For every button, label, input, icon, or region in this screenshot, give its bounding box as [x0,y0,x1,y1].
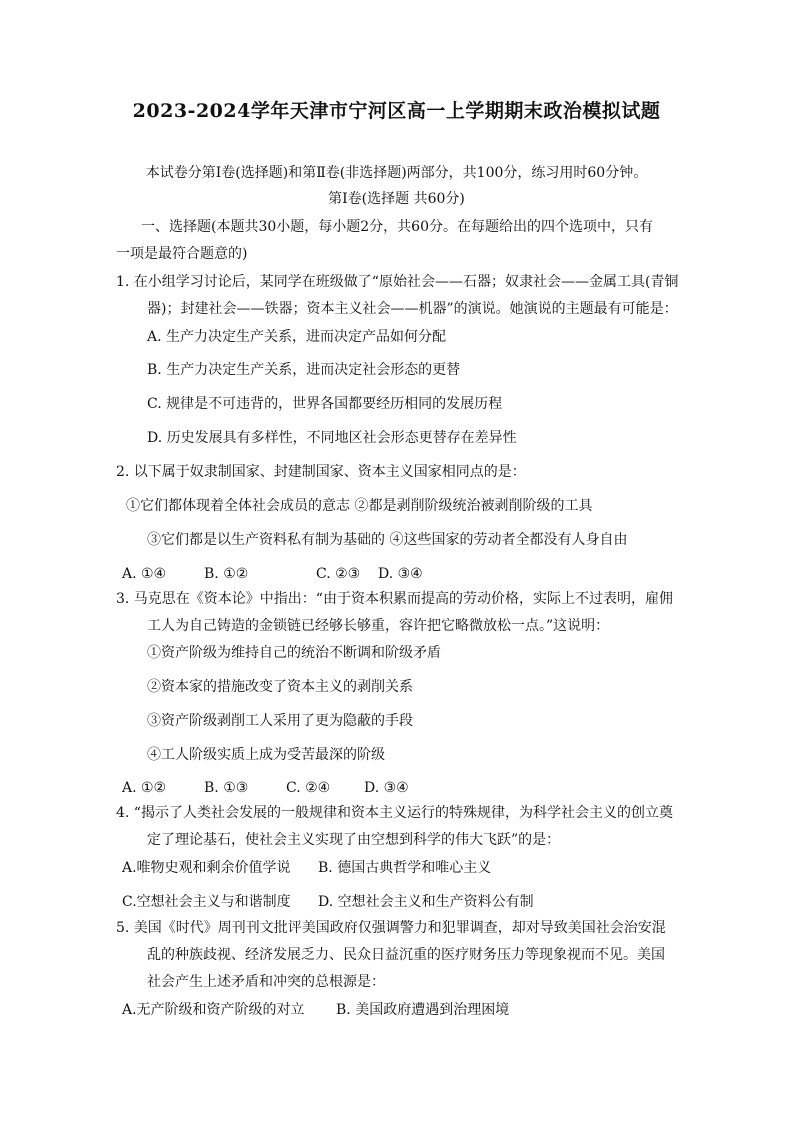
instructions-line-1: 一、选择题(本题共30小题，每小题2分，共60分。在每题给出的四个选项中，只有 [141,219,653,235]
option-b: B. 生产力决定生产关系，进而决定社会形态的更替 [147,362,461,378]
option-d: D. ③④ [378,566,423,582]
statement-2: ②资本家的措施改变了资本主义的剥削关系 [147,679,413,695]
option-a: A.唯物史观和剩余价值学说 [122,860,291,876]
instructions-line-2: 一项是最符合题意的) [116,246,248,262]
option-b: B. 德国古典哲学和唯心主义 [318,860,492,876]
statement-1: ①资产阶级为维持自己的统治不断调和阶级矛盾 [147,645,441,661]
question-stem: 1. 在小组学习讨论后，某同学在班级做了“原始社会——石器；奴隶社会——金属工具(青铜 [116,274,679,290]
option-b: B. ①② [204,566,249,582]
question-stem: 定了理论基石，使社会主义实现了由空想到科学的伟大飞跃”的是： [147,832,561,848]
option-d: D. 历史发展具有多样性，不同地区社会形态更替存在差异性 [147,430,517,446]
question-stem: 2. 以下属于奴隶制国家、封建制国家、资本主义国家相同点的是： [116,464,526,480]
exam-intro: 本试卷分第Ⅰ卷(选择题)和第Ⅱ卷(非选择题)两部分，共100分，练习用时60分钟。 [145,165,648,181]
question-stem: 3. 马克思在《资本论》中指出：“由于资本积累而提高的劳动价格，实际上不过表明，雇佣 [116,591,673,607]
answer-options [122,564,423,584]
question-stem: 器)；封建社会——铁器；资本主义社会——机器”的演说。她演说的主题最有可能是： [147,301,678,317]
option-b: B. 美国政府遭遇到治理困境 [336,1002,510,1018]
option-c: C. 规律是不可违背的，世界各国都要经历相同的发展历程 [147,396,503,412]
answer-options-row-1 [122,858,491,878]
option-a: A. 生产力决定生产关系，进而决定产品如何分配 [147,329,447,345]
option-a: A.无产阶级和资产阶级的对立 [122,1002,305,1018]
option-d: D. ③④ [364,780,409,796]
option-a: A. ①② [122,780,167,796]
question-stem: 4. “揭示了人类社会发展的一般规律和资本主义运行的特殊规律，为科学社会主义的创立奠 [116,805,673,821]
option-a: A. ①④ [122,566,167,582]
question-stem: 社会产生上述矛盾和冲突的总根源是： [147,974,385,990]
option-b: B. ①③ [204,780,249,796]
statements-3-4: ③它们都是以生产资料私有制为基础的 ④这些国家的劳动者全都没有人身自由 [147,532,628,548]
question-stem: 工人为自己铸造的金锁链已经够长够重，容许把它略微放松一点。”这说明： [147,618,610,634]
page-title: 2023-2024学年天津市宁河区高一上学期期末政治模拟试题 [132,100,661,122]
option-c: C.空想社会主义与和谐制度 [122,894,291,910]
statement-3: ③资产阶级剥削工人采用了更为隐蔽的手段 [147,713,413,729]
option-c: C. ②④ [286,780,331,796]
question-stem: 5. 美国《时代》周刊刊文批评美国政府仅强调警力和犯罪调查，却对导致美国社会治安混 [116,920,666,936]
statement-4: ④工人阶级实质上成为受苦最深的阶级 [147,747,385,763]
option-c: C. ②③ [316,566,361,582]
answer-options-row-1 [122,1000,509,1020]
section-heading: 第Ⅰ卷(选择题 共60分) [328,191,465,207]
option-d: D. 空想社会主义和生产资料公有制 [318,894,534,910]
answer-options-row-2 [122,892,534,912]
answer-options [122,778,409,798]
question-stem: 乱的种族歧视、经济发展乏力、民众日益沉重的医疗财务压力等现象视而不见。美国 [147,947,665,963]
statements-1-2: ①它们都体现着全体社会成员的意志 ②都是剥削阶级统治被剥削阶级的工具 [126,498,593,514]
